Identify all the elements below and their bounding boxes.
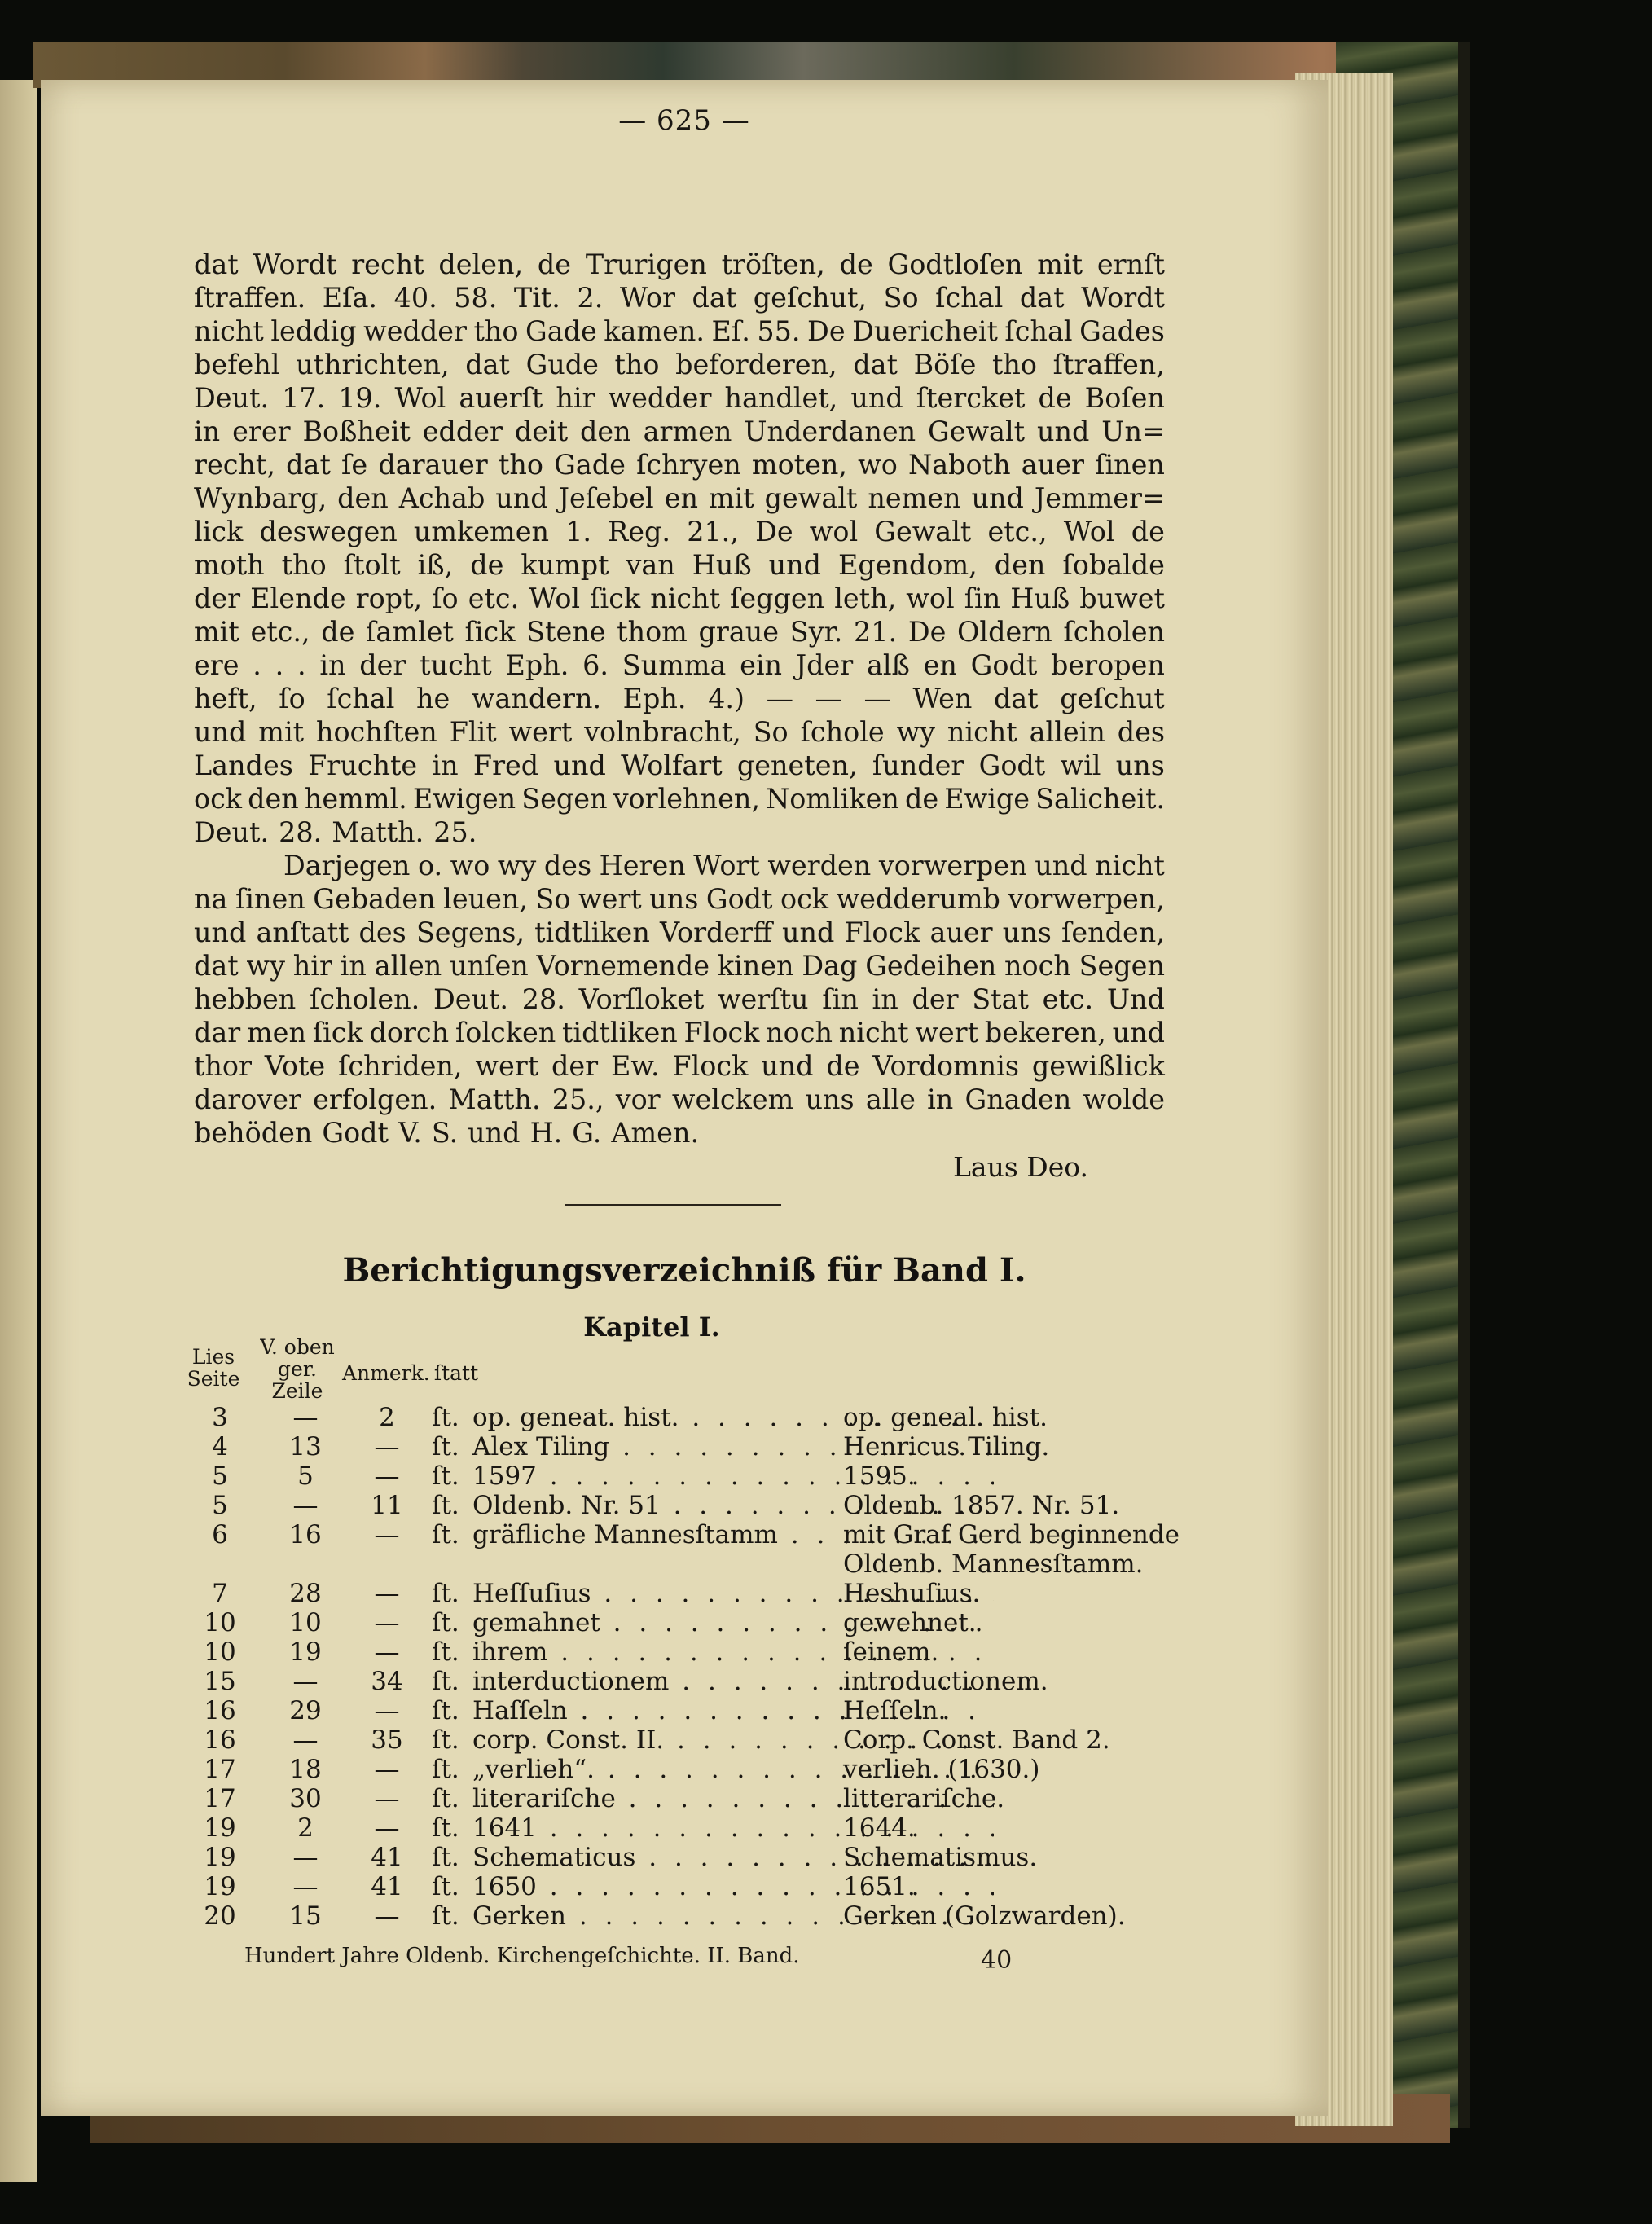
body-text [194,248,1165,1149]
corrections-table [179,1403,1181,1931]
row-correct-text: Oldenb. 1857. Nr. 51. [843,1491,1120,1520]
body-line: Deut. 28. Matth. 25. [194,816,477,848]
row-page: 19 [204,1843,236,1872]
row-page: 5 [212,1461,228,1491]
row-instead: ſt. [432,1461,459,1491]
row-instead: ſt. [432,1696,459,1725]
body-line: ere . . . in der tucht Eph. 6. Summa ein Jder alß en Godt beropen [194,649,1165,681]
row-page: 6 [212,1520,228,1549]
body-line: nicht leddig wedder tho Gade kamen. Eſ. 55. De Duericheit ſchal Gades [194,315,1165,347]
row-page: 19 [204,1872,236,1901]
row-instead: ſt. [432,1608,459,1637]
row-correct-text: Corp. Const. Band 2. [843,1725,1110,1755]
table-row [179,1608,1181,1637]
table-row [179,1520,1181,1579]
row-line: — [292,1667,319,1696]
row-line: 13 [289,1432,322,1461]
row-note: 34 [371,1667,403,1696]
table-row [179,1872,1181,1901]
row-instead: ſt. [432,1872,459,1901]
row-note: — [374,1461,400,1491]
row-line: 2 [297,1813,314,1843]
body-line: in erer Boßheit edder deit den armen Underdanen Gewalt und Un= [194,415,1165,447]
row-wrong-text: gemahnet . . . [472,1608,994,1637]
table-row [179,1491,1181,1520]
row-correct-text: mit Graf Gerd beginnende Oldenb. Mannesſtamm. [843,1520,1180,1579]
body-line: hebben ſcholen. Deut. 28. Vorſloket werſtu ſin in der Stat etc. Und [194,983,1165,1015]
row-line: — [292,1403,319,1432]
header-page: Lies Seite [187,1345,240,1391]
table-row [179,1696,1181,1725]
table-row [179,1813,1181,1843]
table-row [179,1403,1181,1432]
body-line: Wynbarg, den Achab und Jeſebel en mit gewalt nemen und Jemmer= [194,482,1165,514]
body-line: und mit hochſten Flit wert volnbracht, So ſchole wy nicht allein des [194,716,1165,748]
row-page: 5 [212,1491,228,1520]
row-wrong-text: 1650 . . . [472,1872,994,1901]
table-row [179,1432,1181,1461]
row-page: 19 [204,1813,236,1843]
row-line: 30 [289,1784,322,1813]
row-correct-text: litterariſche. [843,1784,1005,1813]
row-correct-text: Schematismus. [843,1843,1038,1872]
row-line: — [292,1725,319,1755]
row-line: — [292,1872,319,1901]
row-page: 4 [212,1432,228,1461]
body-line: befehl uthrichten, dat Gude tho beforderen, dat Böſe tho ſtraffen, [194,349,1165,380]
footer-signature: 40 [981,1946,1013,1975]
body-line: thor Vote ſchriden, wert der Ew. Flock und de Vordomnis gewißlick [194,1050,1165,1082]
row-instead: ſt. [432,1637,459,1667]
row-correct-text: Heſſeln. [843,1696,947,1725]
body-line: dat Wordt recht delen, de Trurigen tröſten, de Godtloſen mit ernſt [194,248,1165,280]
row-note: — [374,1637,400,1667]
row-page: 17 [204,1755,236,1784]
header-instead: ſtatt [433,1361,479,1385]
row-note: — [374,1696,400,1725]
row-note: 11 [371,1491,403,1520]
table-row [179,1901,1181,1931]
table-row [179,1784,1181,1813]
row-instead: ſt. [432,1579,459,1608]
row-page: 16 [204,1696,236,1725]
row-page: 7 [212,1579,228,1608]
body-line: Landes Fruchte in Fred und Wolfart geneten, ſunder Godt wil uns [194,749,1165,781]
row-instead: ſt. [432,1725,459,1755]
row-instead: ſt. [432,1755,459,1784]
table-row [179,1725,1181,1755]
row-wrong-text: Oldenb. Nr. 51 . . . [472,1491,994,1520]
row-line: 28 [289,1579,322,1608]
body-line: darover erfolgen. Matth. 25., vor welckem uns alle in Gnaden wolde [194,1083,1165,1115]
row-line: 29 [289,1696,322,1725]
row-correct-text: 1595. [843,1461,916,1491]
row-wrong-text: „verlieh“. . . . [472,1755,994,1784]
row-note: 35 [371,1725,403,1755]
row-correct-text: 1644. [843,1813,916,1843]
row-line: 5 [297,1461,314,1491]
row-wrong-text: Heſſuſius . . . [472,1579,994,1608]
row-line: — [292,1491,319,1520]
row-instead: ſt. [432,1901,459,1931]
row-note: — [374,1755,400,1784]
row-wrong-text: 1641 . . . [472,1813,994,1843]
row-instead: ſt. [432,1667,459,1696]
body-line: Darjegen o. wo wy des Heren Wort werden vorwerpen und nicht [283,850,1165,881]
row-page: 16 [204,1725,236,1755]
row-note: — [374,1813,400,1843]
page-number: — 625 — [618,104,750,137]
row-page: 17 [204,1784,236,1813]
body-line: moth tho ſtolt iß, de kumpt van Huß und Egendom, den ſobalde [194,549,1165,581]
row-correct-text: Gerken (Golzwarden). [843,1901,1126,1931]
row-wrong-text: gräfliche Mannesſtamm . . . [472,1520,994,1549]
row-line: 18 [289,1755,322,1784]
row-wrong-text: literariſche . . . [472,1784,994,1813]
body-line: mit etc., de ſamlet ſick Stene thom graue Syr. 21. De Oldern ſcholen [194,616,1165,648]
body-line: dar men ſick dorch ſolcken tidtliken Flock noch nicht wert bekeren, und [194,1017,1165,1048]
chapter-heading: Kapitel I. [583,1312,720,1343]
row-correct-text: ſeinem. [843,1637,939,1667]
row-wrong-text: op. geneat. hist. . . . [472,1403,994,1432]
row-wrong-text: Alex Tiling . . . [472,1432,994,1461]
row-line: 19 [289,1637,322,1667]
row-wrong-text: Gerken . . . [472,1901,994,1931]
table-row [179,1667,1181,1696]
body-line: lick deswegen umkemen 1. Reg. 21., De wol Gewalt etc., Wol de [194,516,1165,547]
body-line: ſtraffen. Eſa. 40. 58. Tit. 2. Wor dat geſchut, So ſchal dat Wordt [194,282,1165,314]
row-wrong-text: interductionem . . . [472,1667,994,1696]
row-wrong-text: ihrem . . . [472,1637,994,1667]
row-instead: ſt. [432,1403,459,1432]
header-note: Anmerk. [342,1361,430,1385]
row-instead: ſt. [432,1843,459,1872]
row-instead: ſt. [432,1432,459,1461]
row-instead: ſt. [432,1491,459,1520]
row-correct-text: op. geneal. hist. [843,1403,1048,1432]
row-note: — [374,1901,400,1931]
row-line: 15 [289,1901,322,1931]
row-instead: ſt. [432,1520,459,1549]
row-correct-text: gewehnet. [843,1608,977,1637]
row-note: 41 [371,1843,403,1872]
row-note: — [374,1579,400,1608]
row-line: 16 [289,1520,322,1549]
row-correct-text: Henricus Tiling. [843,1432,1050,1461]
body-line: Deut. 17. 19. Wol auerſt hir wedder handlet, und ſtercket de Boſen [194,382,1165,414]
body-line: heft, ſo ſchal he wandern. Eph. 4.) — — — Wen dat geſchut [194,683,1165,714]
row-line: 10 [289,1608,322,1637]
row-wrong-text: 1597 . . . [472,1461,994,1491]
row-note: — [374,1608,400,1637]
row-instead: ſt. [432,1784,459,1813]
body-line: na ſinen Gebaden leuen, So wert uns Godt ock wedderumb vorwerpen, [194,883,1165,915]
body-line: der Elende ropt, ſo etc. Wol ſick nicht ſeggen leth, wol ſin Huß buwet [194,582,1165,614]
table-row [179,1461,1181,1491]
row-page: 3 [212,1403,228,1432]
row-note: 41 [371,1872,403,1901]
closing-line: Laus Deo. [953,1151,1089,1183]
body-line: und anſtatt des Segens, tidtliken Vorderff und Flock auer uns ſenden, [194,916,1165,948]
row-page: 10 [204,1608,236,1637]
corrections-title: Berichtigungsverzeichniß für Band I. [342,1251,1026,1290]
body-line: recht, dat ſe darauer tho Gade ſchryen moten, wo Naboth auer ſinen [194,449,1165,481]
row-correct-text: introductionem. [843,1667,1048,1696]
row-page: 10 [204,1637,236,1667]
row-note: — [374,1784,400,1813]
row-page: 20 [204,1901,236,1931]
row-correct-text: Heshuſius. [843,1579,981,1608]
table-row [179,1755,1181,1784]
row-wrong-text: corp. Const. II. . . . [472,1725,994,1755]
table-row [179,1637,1181,1667]
row-correct-text: 1651. [843,1872,916,1901]
row-note: — [374,1520,400,1549]
header-line: V. oben ger. Zeile [260,1335,335,1403]
row-line: — [292,1843,319,1872]
row-correct-text: verlieh. (1630.) [843,1755,1040,1784]
row-instead: ſt. [432,1813,459,1843]
table-row [179,1843,1181,1872]
section-divider [565,1204,781,1206]
body-line: dat wy hir in allen unſen Vornemende kinen Dag Gedeihen noch Segen [194,950,1165,982]
body-line: behöden Godt V. S. und H. G. Amen. [194,1117,700,1149]
row-wrong-text: Haſſeln . . . [472,1696,994,1725]
row-page: 15 [204,1667,236,1696]
table-row [179,1579,1181,1608]
footer-book-title: Hundert Jahre Oldenb. Kirchengeſchichte. II. Band. [244,1944,800,1968]
row-note: 2 [379,1403,395,1432]
left-page-edge [0,80,37,2182]
row-note: — [374,1432,400,1461]
row-wrong-text: Schematicus . . . [472,1843,994,1872]
body-line: ock den hemml. Ewigen Segen vorlehnen, Nomliken de Ewige Salicheit. [194,783,1165,815]
